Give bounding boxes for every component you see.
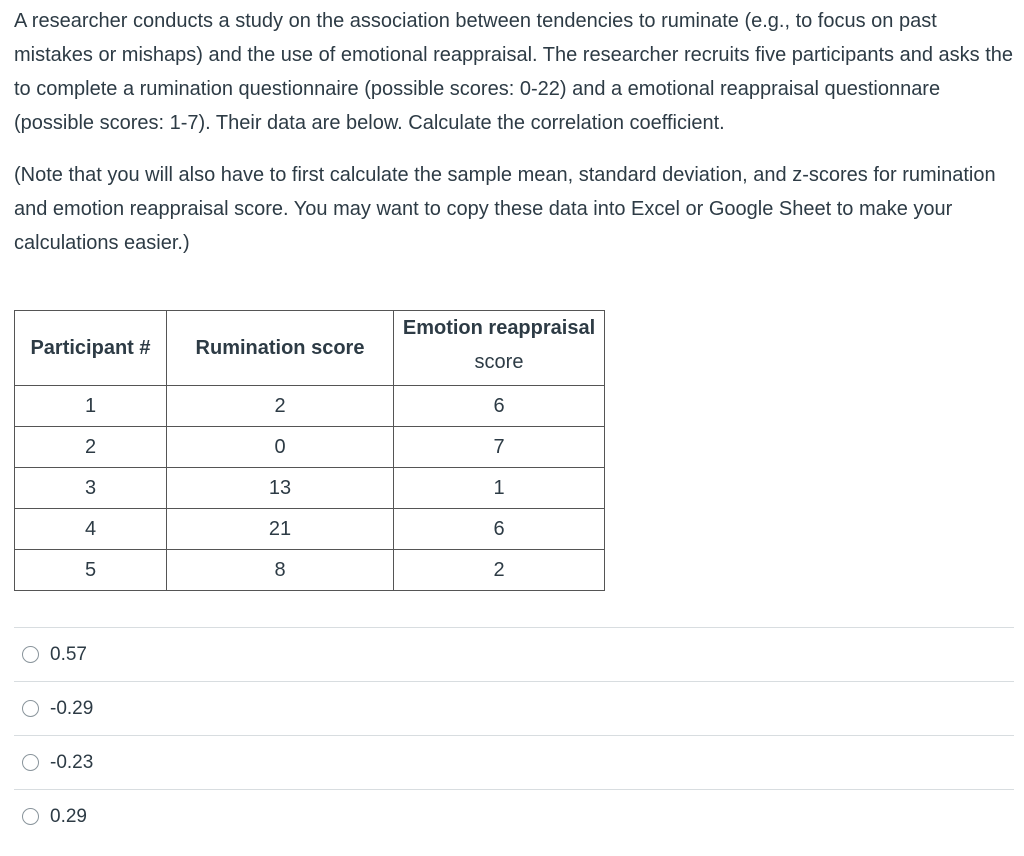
cell-participant: 3: [15, 468, 167, 509]
cell-rumination: 0: [167, 427, 394, 468]
header-rumination: Rumination score: [167, 311, 394, 386]
note-paragraph: (Note that you will also have to first calculate the sample mean, standard deviation, and z-scores for rumination and emotion reappraisal score. You may want to copy these data into Excel or Google Sheet to make your calculations easier.): [14, 164, 996, 254]
answer-label: 0.29: [50, 805, 87, 827]
answer-option-3[interactable]: [14, 735, 1014, 789]
table-row: [15, 550, 605, 591]
answer-label: -0.23: [50, 751, 94, 773]
answer-option-4[interactable]: [14, 789, 1014, 843]
cell-rumination: 21: [167, 509, 394, 550]
question-paragraph: A researcher conducts a study on the association between tendencies to ruminate (e.g., to focus on past mistakes or mishaps) and the use of emotional reappraisal. The researcher recruits five participants and asks the to complete a rumination questionnaire (possible scores: 0-22) and a emotional reappraisal questionnare (possible scores: 1-7). Their data are below. Calculate the correlation coefficient.: [14, 10, 1014, 134]
table-row: [15, 386, 605, 427]
answer-options: [14, 627, 1014, 843]
radio-button[interactable]: [22, 808, 39, 825]
radio-button[interactable]: [22, 700, 39, 717]
cell-emotion: 2: [394, 550, 605, 591]
radio-button[interactable]: [22, 646, 39, 663]
cell-rumination: 2: [167, 386, 394, 427]
answer-label: 0.57: [50, 643, 87, 665]
cell-emotion: 1: [394, 468, 605, 509]
answer-option-2[interactable]: [14, 681, 1014, 735]
radio-button[interactable]: [22, 754, 39, 771]
header-emotion-line1: Emotion reappraisal: [402, 317, 596, 339]
header-emotion: [394, 311, 605, 386]
table-row: [15, 468, 605, 509]
cell-participant: 2: [15, 427, 167, 468]
cell-rumination: 8: [167, 550, 394, 591]
header-emotion-line2: score: [474, 351, 524, 373]
table-row: [15, 427, 605, 468]
data-table: [14, 310, 605, 591]
cell-participant: 5: [15, 550, 167, 591]
cell-rumination: 13: [167, 468, 394, 509]
answer-label: -0.29: [50, 697, 94, 719]
cell-participant: 1: [15, 386, 167, 427]
table-row: [15, 509, 605, 550]
cell-participant: 4: [15, 509, 167, 550]
table-header-row: [15, 311, 605, 386]
header-participant: Participant #: [15, 311, 167, 386]
cell-emotion: 7: [394, 427, 605, 468]
question-text: [14, 4, 1014, 260]
cell-emotion: 6: [394, 509, 605, 550]
cell-emotion: 6: [394, 386, 605, 427]
answer-option-1[interactable]: [14, 627, 1014, 681]
